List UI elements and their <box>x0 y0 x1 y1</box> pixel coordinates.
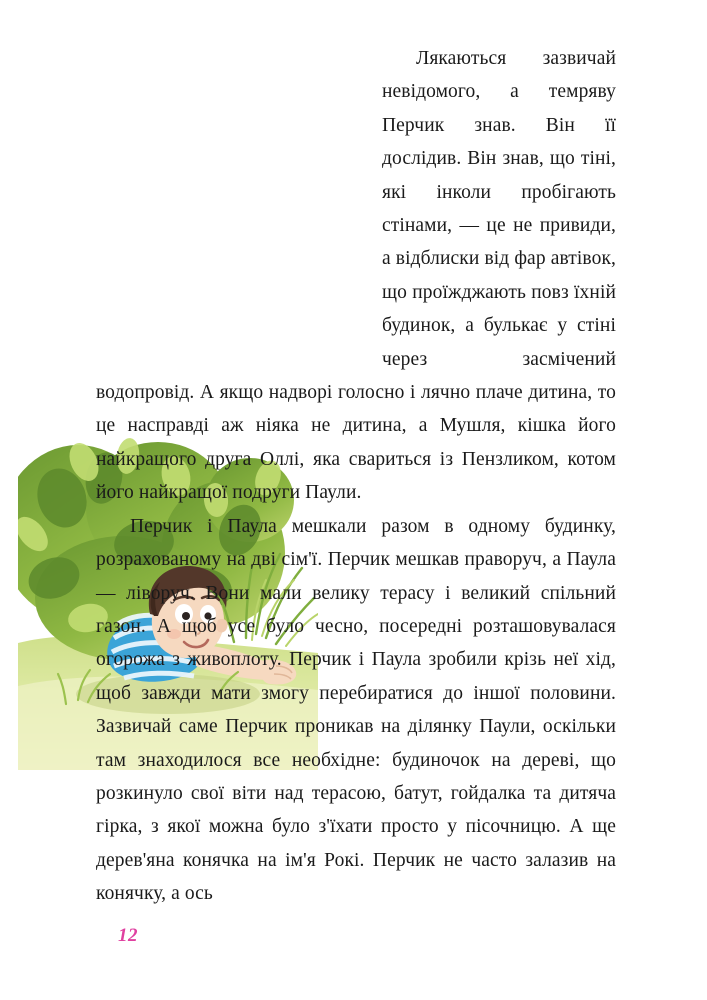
paragraph-1: Лякаються зазвичай невідомого, а темряву Перчик знав. Він її дослідив. Він знав, що тіні, які інколи пробігають стінами, — це не привиди, а відблиски від фар автівок, що проїжджають повз їхній будинок, а булькає у стіні через засмічений водопровід. А якщо надворі голосно і лячно плаче дитина, то це насправді аж ніяка не дитина, а Мушля, кішка його найкращого друга Оллі, яка свариться із Пензликом, котом його найкращої подруги Паули. <box>96 48 616 504</box>
illustration-text-wrap-spacer <box>96 42 382 372</box>
page-number: 12 <box>118 925 138 946</box>
page-body-text <box>96 42 616 911</box>
paragraph-2: Перчик і Паула мешкали разом в одному будинку, розрахованому на дві сім'ї. Перчик мешкав праворуч, а Паула — ліворуч. Вони мали велику терасу і великий спільний газон. А щоб усе було чесно, посередні розташовувалася огорожа з живоплоту. Перчик і Паула зробили крізь неї хід, щоб завжди мати змогу перебиратися до іншої половини. Зазвичай саме Перчик проникав на ділянку Паули, оскільки там знаходилося все необхідне: будиночок на дереві, що розкинуло свої віти над терасою, батут, гойдалка та дитяча гірка, з якої можна було з'їхати просто у пісочницю. А ще дерев'яна конячка на ім'я Рокі. Перчик не часто залазив на конячку, а ось <box>96 515 616 905</box>
